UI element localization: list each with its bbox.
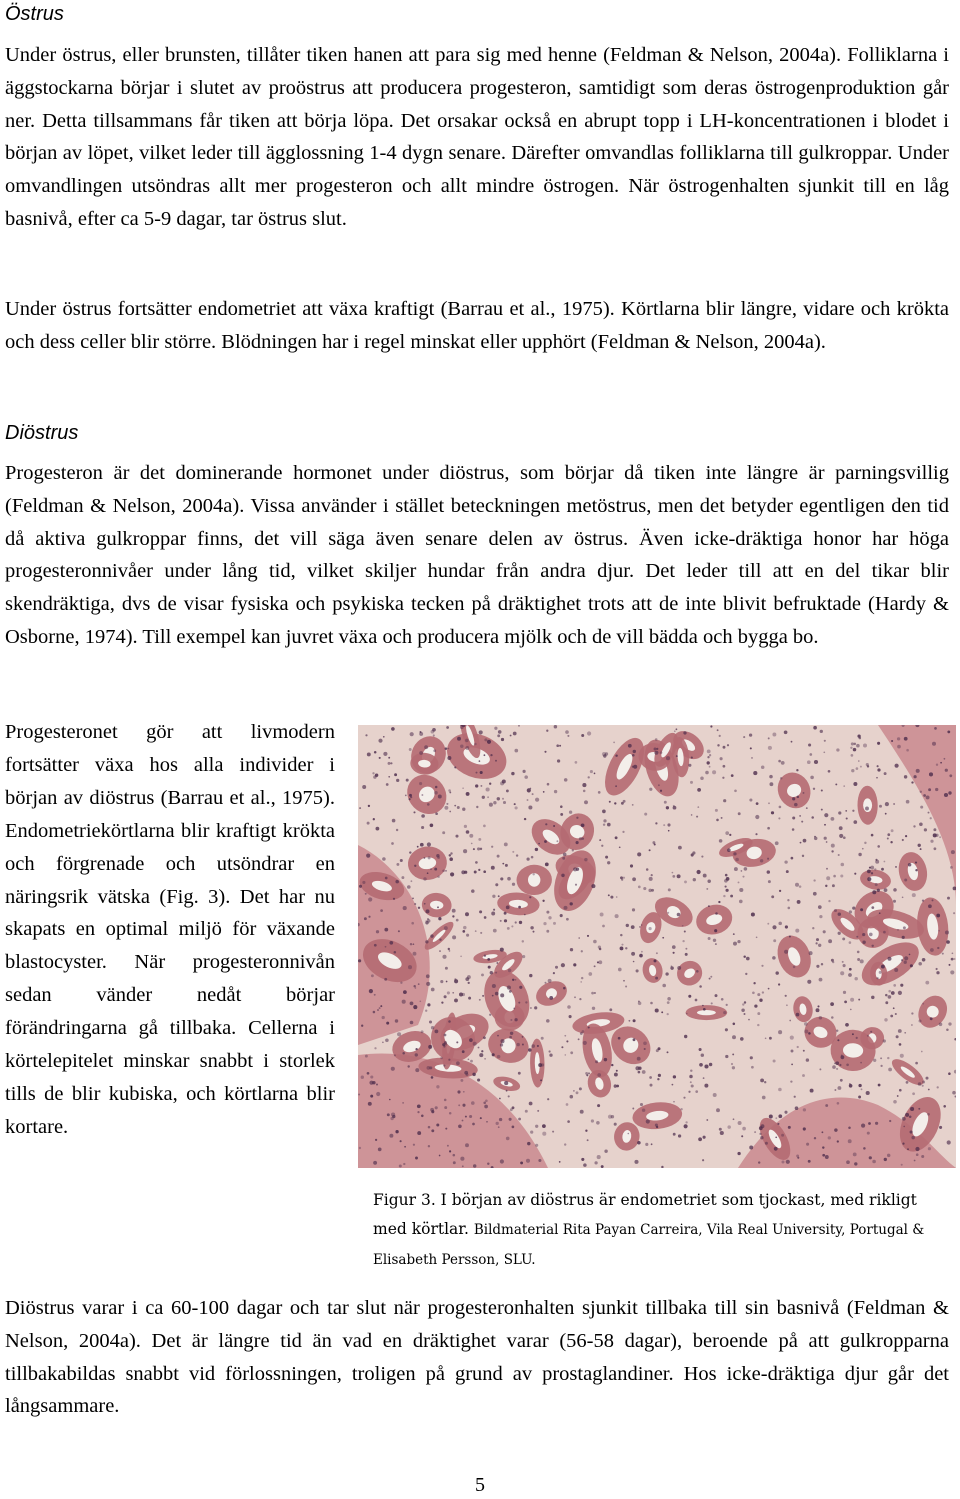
section-heading-ostrus: Östrus: [5, 3, 64, 25]
histology-figure-image: [358, 725, 956, 1168]
section-heading-diostrus: Diöstrus: [5, 422, 79, 444]
page-number: 5: [475, 1474, 485, 1496]
paragraph-ostrus-1: Under östrus, eller brunsten, tillåter tiken hanen att para sig med henne (Feldman & Nelson, 2004a). Folliklarna i äggstockarna börjar i slutet av proöstrus att producera progesteron, samtidigt som deras östrogenproduktion går ner. Detta tillsammans får tiken att börja löpa. Det orsakar också en abrupt topp i LH-koncentrationen i blodet i början av löpet, vilket leder till ägglossning 1-4 dygn senare. Därefter omvandlas folliklarna till gulkroppar. Under omvandlingen utsöndras allt mer progesteron och allt mindre östrogen. När östrogenhalten sjunkit till en låg basnivå, efter ca 5-9 dagar, tar östrus slut.: [5, 44, 949, 230]
figure-caption: [373, 1186, 953, 1275]
paragraph-ostrus-2: Under östrus fortsätter endometriet att växa kraftigt (Barrau et al., 1975). Körtlarna blir längre, vidare och krökta och dess celler blir större. Blödningen har i regel minskat eller upphört (Feldman & Nelson, 2004a).: [5, 298, 949, 353]
paragraph-diostrus-1: Progesteron är det dominerande hormonet under diöstrus, som börjar då tiken inte längre är parningsvillig (Feldman & Nelson, 2004a). Vissa använder i stället beteckningen metöstrus, men det betyder egentligen den tid då aktiva gulkroppar finns, det vill säga även senare delen av östrus. Även icke-dräktiga honor har höga progesteronnivåer under lång tid, vilket skiljer hundar från andra djur. Det leder till att en del tikar blir skendräktiga, dvs de visar fysiska och psykiska tecken på dräktighet trots att de inte blivit befruktade (Hardy & Osborne, 1974). Till exempel kan juvret växa och producera mjölk och de vill bädda och bygga bo.: [5, 462, 949, 648]
figure-caption-credit: Bildmaterial Rita Payan Carreira, Vila Real University, Portugal & Elisabeth Persson, SLU.: [373, 1222, 925, 1268]
paragraph-diostrus-closing: Diöstrus varar i ca 60-100 dagar och tar slut när progesteronhalten sjunkit tillbaka till sin basnivå (Feldman & Nelson, 2004a). Det är längre tid än vad en dräktighet varar (56-58 dagar), beroende på att gulkropparna tillbakabildas snabbt vid förlossningen, troligen på grund av prostaglandiner. Hos icke-dräktiga djur går det långsammare.: [5, 1297, 949, 1418]
figure-caption-main: Figur 3. I början av diöstrus är endometriet som tjockast, med rikligt med körtlar.: [373, 1191, 917, 1238]
paragraph-diostrus-side: Progesteronet gör att livmodern fortsätter växa hos alla individer i början av diöstrus (Barrau et al., 1975). Endometriekörtlarna blir kraftigt krökta och förgrenade och utsöndrar en näringsrik vätska (Fig. 3). Det har nu skapats en optimal miljö för växande blastocyster. När progesteronnivån sedan vänder nedåt börjar förändringarna gå tillbaka. Cellerna i körtelepitelet minskar snabbt i storlek tills de blir kubiska, och körtlarna blir kortare.: [5, 721, 335, 1138]
